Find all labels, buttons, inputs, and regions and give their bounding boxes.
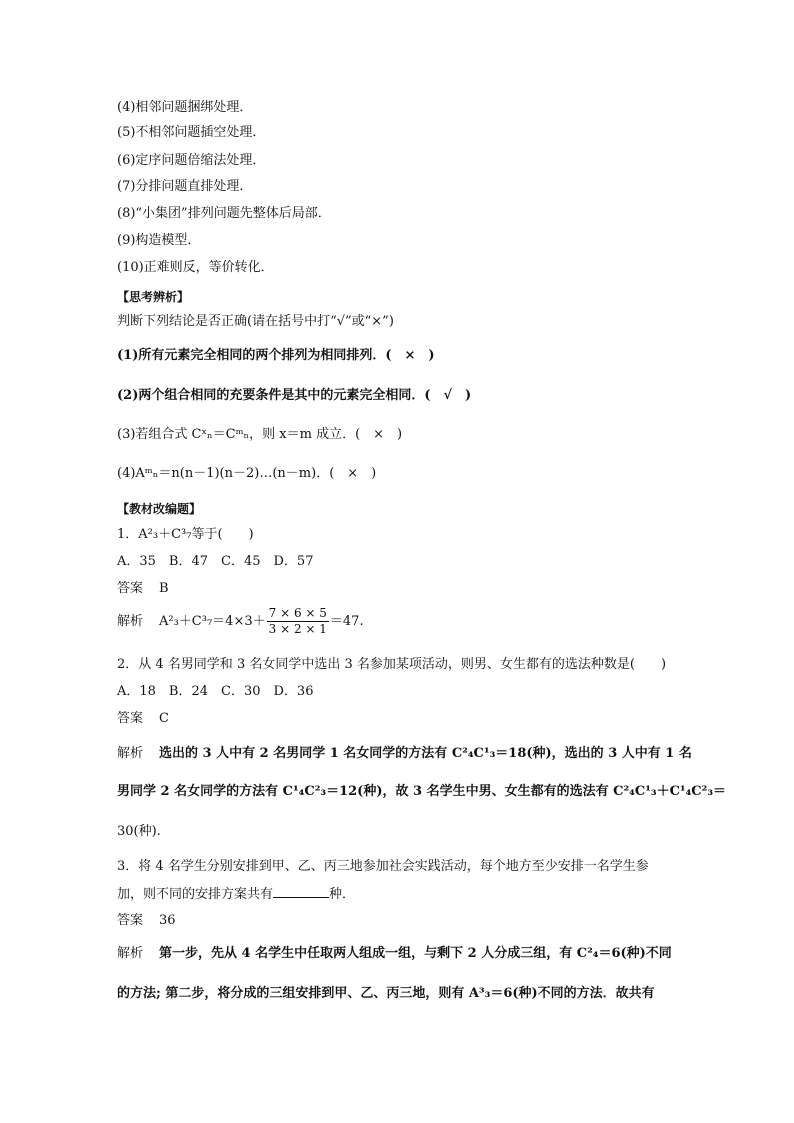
think-intro: 判断下列结论是否正确(请在括号中打“√”或“×”) [117, 314, 394, 329]
think-item: (2)两个组合相同的充要条件是其中的元素完全相同．( √ ) [117, 388, 472, 403]
analysis-text: 选出的 3 人中有 2 名男同学 1 名女同学的方法有 C²₄C¹₃＝18(种)，选出的 3 人中有 1 名 [159, 746, 692, 761]
method-item: (10)正难则反，等价转化． [117, 260, 274, 275]
analysis-label: 解析 [117, 946, 144, 961]
question-stem: 2．从 4 名男同学和 3 名女同学中选出 3 名参加某项活动，则男、女生都有的选法种数是( ) [117, 657, 667, 672]
answer-blank[interactable] [273, 885, 329, 898]
method-item: (9)构造模型． [117, 233, 201, 248]
question-stem-text: 种． [329, 887, 356, 902]
analysis-text: 第一步，先从 4 名学生中任取两人组成一组，与剩下 2 人分成三组，有 C²₄＝6(种)不同 [159, 946, 672, 961]
fraction-denominator: 3 × 2 × 1 [268, 622, 327, 636]
think-item: (3)若组合式 Cˣₙ＝Cᵐₙ，则 x＝m 成立．( × ) [117, 427, 403, 442]
answer-line [117, 710, 169, 728]
method-item: (7)分排问题直排处理． [117, 179, 253, 194]
question-stem-text: 加，则不同的安排方案共有 [117, 887, 274, 902]
question-stem: 1．A²₃＋C³₇等于( ) [117, 527, 254, 542]
question-options: A．18 B．24 C．30 D．36 [117, 684, 314, 699]
analysis-line: 男同学 2 名女同学的方法有 C¹₄C²₃＝12(种)，故 3 名学生中男、女生都有的选法有 C²₄C¹₃＋C¹₄C²₃＝ [117, 784, 727, 799]
fraction [267, 606, 329, 637]
analysis-text: A²₃＋C³₇＝4×3＋ [159, 614, 266, 629]
analysis-line [117, 606, 364, 637]
section-heading-think: 【思考辨析】 [117, 290, 190, 304]
question-stem [117, 885, 355, 904]
section-heading-textbook: 【教材改编题】 [117, 502, 202, 516]
answer-value: B [159, 581, 169, 596]
answer-line [117, 912, 176, 930]
think-item: (4)Aᵐₙ＝n(n－1)(n－2)…(n－m)．( × ) [117, 466, 377, 481]
think-item: (1)所有元素完全相同的两个排列为相同排列．( × ) [117, 348, 435, 363]
method-item: (8)“小集团”排列问题先整体后局部． [117, 206, 331, 221]
fraction-numerator: 7 × 6 × 5 [268, 606, 327, 620]
answer-value: 36 [159, 913, 176, 928]
analysis-label: 解析 [117, 746, 144, 761]
question-stem: 3．将 4 名学生分别安排到甲、乙、丙三地参加社会实践活动，每个地方至少安排一名学生参 [117, 859, 649, 874]
answer-label: 答案 [117, 913, 144, 928]
answer-value: C [159, 711, 169, 726]
analysis-label: 解析 [117, 614, 144, 629]
method-item: (5)不相邻问题插空处理． [117, 125, 266, 140]
method-item: (4)相邻问题捆绑处理． [117, 100, 253, 115]
analysis-line: 30(种). [117, 824, 161, 839]
answer-line [117, 580, 169, 598]
analysis-line: 的方法; 第二步，将分成的三组安排到甲、乙、丙三地，则有 A³₃＝6(种)不同的方法．故共有 [117, 986, 655, 1001]
answer-label: 答案 [117, 581, 144, 596]
question-options: A．35 B．47 C．45 D．57 [117, 554, 314, 569]
analysis-line [117, 745, 692, 763]
answer-label: 答案 [117, 711, 144, 726]
method-item: (6)定序问题倍缩法处理． [117, 153, 266, 168]
analysis-text: ＝47. [329, 614, 364, 629]
analysis-line [117, 945, 672, 963]
